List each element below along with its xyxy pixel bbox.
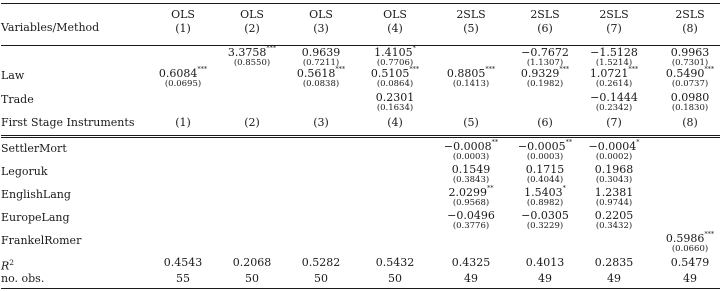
standard-error: (0.4044) xyxy=(526,175,564,185)
column-number: (4) xyxy=(387,22,403,35)
coefficient-value: −1.5128 xyxy=(590,46,638,59)
standard-error: (0.9744) xyxy=(595,198,633,208)
column-method: 2SLS xyxy=(530,8,560,21)
coefficient-value: 1.0721 xyxy=(589,67,629,80)
coefficient-value: 0.9329 xyxy=(520,67,560,80)
coefficient-value: −0.0005 xyxy=(517,140,566,153)
significance-stars: *** xyxy=(704,65,715,74)
r-squared-value: 0.5282 xyxy=(301,256,341,269)
standard-error: (0.0002) xyxy=(595,152,633,162)
coefficient-value: −0.7672 xyxy=(521,46,569,59)
column-method: 2SLS xyxy=(456,8,486,21)
r-squared-value: 0.5432 xyxy=(375,256,415,269)
column-method: OLS xyxy=(171,8,195,21)
instrument-label: EnglishLang xyxy=(1,188,71,201)
variable-label: Law xyxy=(1,69,25,82)
standard-error: (0.2614) xyxy=(595,79,633,89)
coefficient-value: 0.2205 xyxy=(594,209,634,222)
column-number: (3) xyxy=(313,22,329,35)
r-squared-label: $R^2$ xyxy=(1,258,15,273)
coefficient-value: 0.5618 xyxy=(296,67,336,80)
standard-error: (0.2342) xyxy=(595,103,633,113)
r-squared-value: 0.2068 xyxy=(232,256,272,269)
coefficient-value: −0.1444 xyxy=(590,91,638,104)
standard-error: (0.1413) xyxy=(452,79,490,89)
nobs-value: 55 xyxy=(176,272,190,285)
coefficient-value: 0.8805 xyxy=(446,67,486,80)
instrument-label: SettlerMort xyxy=(1,142,67,155)
coefficient-value: 1.2381 xyxy=(594,186,634,199)
coefficient-value: 0.5986 xyxy=(665,232,705,245)
standard-error: (0.3843) xyxy=(452,175,490,185)
r-squared-value: 0.4325 xyxy=(451,256,491,269)
column-number: (8) xyxy=(682,22,698,35)
nobs-value: 50 xyxy=(314,272,328,285)
coefficient-value: 0.9963 xyxy=(670,46,710,59)
standard-error: (0.0864) xyxy=(376,79,414,89)
column-number: (1) xyxy=(175,22,191,35)
nobs-value: 49 xyxy=(683,272,697,285)
standard-error: (1.1307) xyxy=(526,58,564,68)
standard-error: (0.3776) xyxy=(452,221,490,231)
significance-stars: *** xyxy=(485,65,496,74)
coefficient-value: 0.9639 xyxy=(301,46,341,59)
coefficient-value: −0.0496 xyxy=(447,209,495,222)
instrument-label: EuropeLang xyxy=(1,211,70,224)
nobs-value: 49 xyxy=(464,272,478,285)
significance-stars: ** xyxy=(565,138,573,147)
significance-stars: ** xyxy=(491,138,499,147)
significance-stars: * xyxy=(412,44,416,53)
coefficient-value: 1.4105 xyxy=(374,46,413,59)
first-stage-column-number: (2) xyxy=(244,116,260,129)
standard-error: (0.0003) xyxy=(452,152,490,162)
column-method: 2SLS xyxy=(599,8,629,21)
coefficient-value: 0.2301 xyxy=(375,91,415,104)
significance-stars: *** xyxy=(704,230,715,239)
first-stage-column-number: (6) xyxy=(537,116,553,129)
coefficient-value: 0.1968 xyxy=(594,163,634,176)
header-row-label: Variables/Method xyxy=(1,21,100,34)
standard-error: (0.8550) xyxy=(233,58,271,68)
standard-error: (0.0660) xyxy=(671,244,709,254)
standard-error: (0.0737) xyxy=(671,79,709,89)
nobs-value: 50 xyxy=(388,272,402,285)
coefficient-value: −0.0305 xyxy=(521,209,569,222)
nobs-label: no. obs. xyxy=(1,272,45,285)
significance-stars: * xyxy=(562,184,566,193)
coefficient-value: 0.6084 xyxy=(158,67,198,80)
coefficient-value: 3.3758 xyxy=(227,46,267,59)
coefficient-value: −0.0004 xyxy=(588,140,637,153)
nobs-value: 49 xyxy=(607,272,621,285)
significance-stars: *** xyxy=(559,65,570,74)
column-method: 2SLS xyxy=(675,8,705,21)
r-squared-value: 0.4543 xyxy=(163,256,203,269)
significance-stars: *** xyxy=(266,44,277,53)
standard-error: (0.0695) xyxy=(164,79,202,89)
standard-error: (0.7211) xyxy=(302,58,340,68)
standard-error: (0.8982) xyxy=(526,198,564,208)
nobs-value: 50 xyxy=(245,272,259,285)
significance-stars: *** xyxy=(628,65,639,74)
first-stage-label: First Stage Instruments xyxy=(1,116,135,129)
column-number: (6) xyxy=(537,22,553,35)
column-number: (2) xyxy=(244,22,260,35)
standard-error: (0.1982) xyxy=(526,79,564,89)
coefficient-value: 0.0980 xyxy=(670,91,710,104)
first-stage-column-number: (8) xyxy=(682,116,698,129)
standard-error: (0.7301) xyxy=(671,58,709,68)
nobs-value: 49 xyxy=(538,272,552,285)
first-stage-column-number: (7) xyxy=(606,116,622,129)
significance-stars: ** xyxy=(487,184,494,193)
significance-stars: *** xyxy=(197,65,208,74)
first-stage-column-number: (1) xyxy=(175,116,191,129)
first-stage-rule-2 xyxy=(1,137,720,138)
first-stage-column-number: (5) xyxy=(463,116,479,129)
standard-error: (0.0838) xyxy=(302,79,340,89)
variable-label: Trade xyxy=(1,93,34,106)
r-squared-value: 0.2835 xyxy=(594,256,634,269)
standard-error: (0.7706) xyxy=(376,58,414,68)
significance-stars: *** xyxy=(335,65,346,74)
coefficient-value: 0.1715 xyxy=(525,163,565,176)
standard-error: (0.3043) xyxy=(595,175,633,185)
r-squared-value: 0.5479 xyxy=(670,256,710,269)
standard-error: (0.1830) xyxy=(671,103,709,113)
coefficient-value: 0.5490 xyxy=(665,67,705,80)
standard-error: (0.1634) xyxy=(376,103,414,113)
coefficient-value: 1.5403 xyxy=(524,186,563,199)
column-method: OLS xyxy=(240,8,264,21)
significance-stars: *** xyxy=(409,65,420,74)
standard-error: (1.5214) xyxy=(595,58,633,68)
first-stage-rule xyxy=(1,135,720,136)
instrument-label: FrankelRomer xyxy=(1,234,82,247)
first-stage-column-number: (4) xyxy=(387,116,403,129)
standard-error: (0.3432) xyxy=(595,221,633,231)
significance-stars: * xyxy=(636,138,640,147)
column-method: OLS xyxy=(383,8,407,21)
instrument-label: Legoruk xyxy=(1,165,48,178)
table-top-rule xyxy=(1,3,720,4)
column-number: (7) xyxy=(606,22,622,35)
column-method: OLS xyxy=(309,8,333,21)
coefficient-value: −0.0008 xyxy=(443,140,492,153)
r-squared-value: 0.4013 xyxy=(525,256,565,269)
standard-error: (0.9568) xyxy=(452,198,490,208)
coefficient-value: 0.5105 xyxy=(370,67,410,80)
column-number: (5) xyxy=(463,22,479,35)
coefficient-value: 0.1549 xyxy=(451,163,491,176)
first-stage-column-number: (3) xyxy=(313,116,329,129)
coefficient-value: 2.0299 xyxy=(448,186,487,199)
table-bottom-rule xyxy=(1,288,720,289)
standard-error: (0.0003) xyxy=(526,152,564,162)
standard-error: (0.3229) xyxy=(526,221,564,231)
